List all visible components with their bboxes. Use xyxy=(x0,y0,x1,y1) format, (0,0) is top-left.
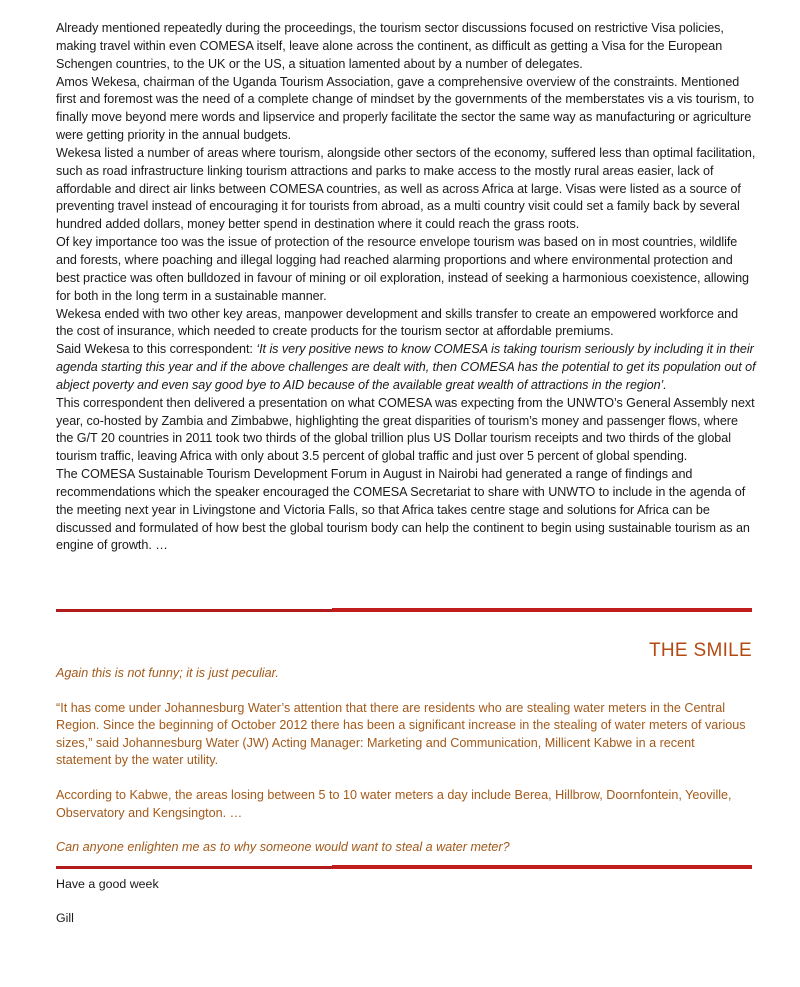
section-divider-top xyxy=(56,609,752,612)
article-paragraph-forum: The COMESA Sustainable Tourism Development Forum in August in Nairobi had generated a range of findings and recommendations which the speaker encouraged the COMESA Secretariat to share with UNWTO to include in the agenda of the meeting next year in Livingstone and Victoria Falls, so that Africa takes centre stage and solutions for Africa can be discussed and formulated of how best the global tourism body can help the continent to begin using sustainable tourism as an engine of growth. … xyxy=(56,467,750,553)
article-paragraph-resource-protection: Of key importance too was the issue of protection of the resource envelope tourism was based on in most countries, wildlife and forests, where poaching and illegal logging had reached alarming proportions and where environmental protection and best practice was often bulldozed in favour of mining or oil exploration, instead of seeking a harmonious coexistence, allowing for both in the long term in a sustainable manner. xyxy=(56,235,750,303)
article-paragraph-wekesa-overview: Amos Wekesa, chairman of the Uganda Tourism Association, gave a comprehensive overview of the constraints. Mentioned first and foremost was the need of a complete change of mindset by the governments of the memberstates vis a vis tourism, to finally move beyond mere words and lipservice and properly facilitate the sector the same way as manufacturing or agriculture were getting priority in the annual budgets. xyxy=(56,74,754,143)
article-paragraph-quote xyxy=(56,341,756,395)
signoff-name: Gill xyxy=(56,911,74,925)
smile-question: Can anyone enlighten me as to why someone would want to steal a water meter? xyxy=(56,840,510,855)
smile-intro: Again this is not funny; it is just peculiar. xyxy=(56,666,279,680)
article-paragraph-facilitation: Wekesa listed a number of areas where tourism, alongside other sectors of the economy, suffered less than optimal facilitation, such as road infrastructure linking tourism attractions and parks to make access to the mostly rural areas easier, lack of affordable and direct air links between COMESA countries, as well as across Africa at large. Visas were listed as a source of preventing travel instead of encouraging it for tourists from abroad, as a multi country visit could set a family back by several hundred added dollars, money better spend in destination where it could reach the grass roots. xyxy=(56,145,756,232)
quote-lead: Said Wekesa to this correspondent: xyxy=(56,342,257,357)
signoff xyxy=(56,876,159,927)
quote-text: ‘It is very positive news to know COMESA is taking tourism seriously by including it in their agenda starting this year and if the above challenges are dealt with, then COMESA has the potential to get its population out of abject poverty and even say good bye to AID because of the available great wealth of attractions in the region’. xyxy=(56,342,756,392)
smile-section xyxy=(56,665,746,857)
smile-areas: According to Kabwe, the areas losing between 5 to 10 water meters a day include Berea, Hillbrow, Doornfontein, Yeoville, Observatory and Kengsington. … xyxy=(56,787,732,820)
smile-heading: THE SMILE xyxy=(649,640,752,661)
smile-quote: “It has come under Johannesburg Water’s attention that there are residents who are stealing water meters in the Central Region. Since the beginning of October 2012 there has been a significant increase in the stealing of water meters of various sizes,” said Johannesburg Water (JW) Acting Manager: Marketing and Communication, Millicent Kabwe in a recent statement by the water utility. xyxy=(56,700,746,768)
article-body xyxy=(56,20,756,555)
article-paragraph-manpower: Wekesa ended with two other key areas, manpower development and skills transfer to create an empowered workforce and the cost of insurance, which needed to create products for the tourism sector at affordable premiums. xyxy=(56,306,739,339)
article-paragraph-visa: Already mentioned repeatedly during the proceedings, the tourism sector discussions focused on restrictive Visa policies, making travel within even COMESA itself, leave alone across the continent, as difficult as getting a Visa for the European Schengen countries, to the UK or the US, a situation lamented about by a number of delegates. xyxy=(56,21,724,71)
section-divider-bottom xyxy=(56,866,752,869)
article-paragraph-presentation: This correspondent then delivered a presentation on what COMESA was expecting from the UNWTO’s General Assembly next year, co-hosted by Zambia and Zimbabwe, highlighting the great disparities of tourism’s money and passenger flows, where the G/T 20 countries in 2011 took two thirds of the global trillion plus US Dollar tourism receipts and two thirds of the global tourism traffic, leaving Africa with only about 3.5 percent of global traffic and just over 5 percent of global spending. xyxy=(56,395,755,464)
signoff-greeting: Have a good week xyxy=(56,877,159,891)
